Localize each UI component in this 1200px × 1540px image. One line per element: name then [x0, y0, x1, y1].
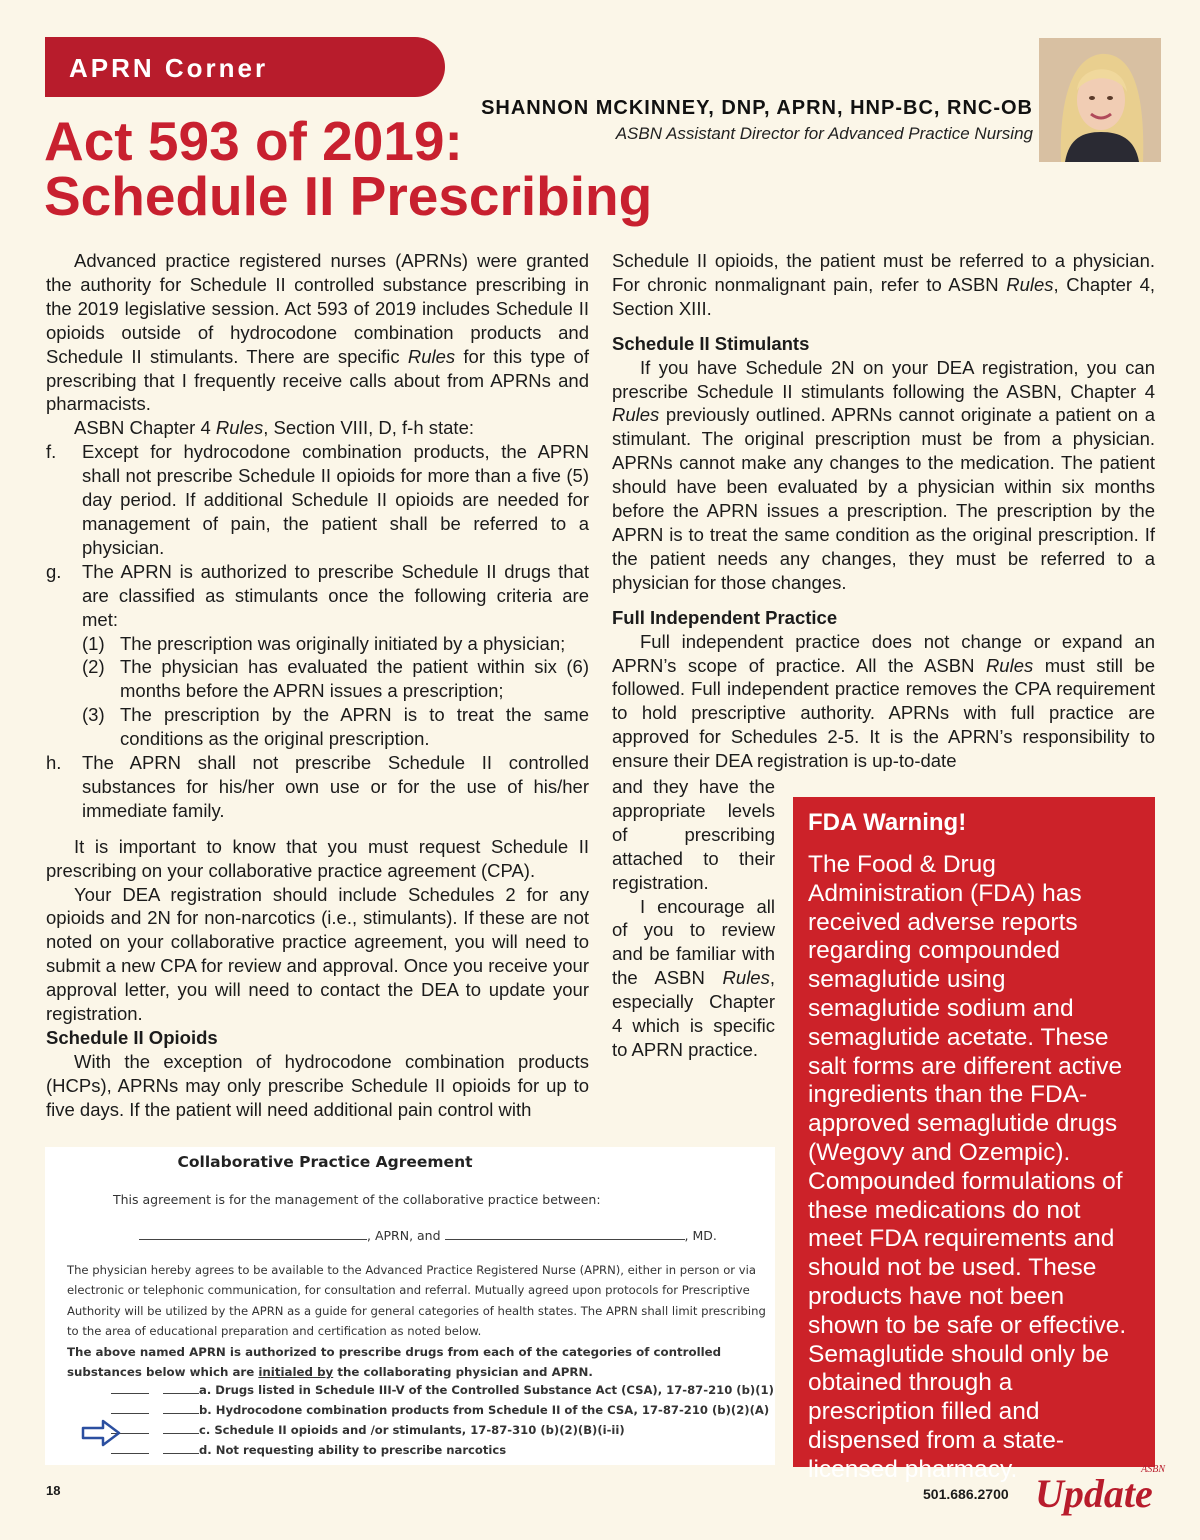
title-line-2: Schedule II Prescribing [44, 165, 653, 227]
list-marker: h. [46, 752, 62, 774]
fda-warning-body: The Food & Drug Administration (FDA) has received adverse reports regarding compounded semaglutide using semaglutide sodium and semaglutide acetate. These salt forms are different active ingredients than the FDA-approved semaglutide drugs (Wegovy and Ozempic). Compounded formulations of these medications do not meet FDA requirements and should not be used. These products have not been shown to be safe or effective. Semaglutide should only be obtained through a prescription filled and dispensed from a state-licensed pharmacy. [808, 851, 1127, 1483]
list-marker: f. [46, 441, 57, 463]
md-label: , MD. [684, 1228, 717, 1243]
article-title [44, 110, 653, 227]
asbn-update-logo [1035, 1464, 1165, 1516]
cpa-title: Collaborative Practice Agreement [177, 1153, 473, 1171]
paragraph: Schedule II opioids, the patient must be referred to a physician. For chronic nonmalignant pain, refer to ASBN Rules, Chapter 4, Section XIII. [612, 250, 1156, 319]
subheading-opioids: Schedule II Opioids [46, 1027, 218, 1048]
list-marker: (3) [82, 704, 105, 726]
cpa-option: b. Hydrocodone combination products from Schedule II of the CSA, 17-87-210 (b)(2)(A) [111, 1403, 769, 1417]
logo-main-text: Update [1035, 1471, 1153, 1516]
list-item-text: The APRN is authorized to prescribe Schedule II drugs that are classified as stimulants once the following criteria are met: [82, 560, 589, 630]
column-left [46, 249, 589, 1122]
aprn-label: , APRN, and [367, 1228, 441, 1243]
author-title: ASBN Assistant Director for Advanced Practice Nursing [615, 124, 1033, 143]
phone-number: 501.686.2700 [923, 1486, 1009, 1502]
paragraph: With the exception of hydrocodone combination products (HCPs), APRNs may only prescribe Schedule II opioids for up to five days. If the patient will need additional pain control with [46, 1050, 589, 1120]
subheading-full-practice: Full Independent Practice [612, 606, 838, 628]
paragraph: Your DEA registration should include Schedules 2 for any opioids and 2N for non-narcotics (i.e., stimulants). If these are not noted on your collaborative practice agreement, you will need to submit a new CPA for review and approval. Once you receive your approval letter, you will need to contact the DEA to update your registration. [46, 883, 589, 1025]
list-item-text: The prescription by the APRN is to treat the same conditions as the original prescription. [120, 704, 589, 750]
list-item-text: Except for hydrocodone combination products, the APRN shall not prescribe Schedule II opioids for more than a five (5) day period. If additional Schedule II opioids are needed for management of pain, the patient shall be referred to a physician. [82, 441, 589, 558]
author-name: SHANNON MCKINNEY, DNP, APRN, HNP-BC, RNC-OB [481, 97, 1033, 119]
page-number: 18 [46, 1483, 61, 1498]
md-name-blank [445, 1227, 685, 1240]
cpa-intro: This agreement is for the management of the collaborative practice between: [113, 1192, 601, 1207]
column-right [612, 249, 1155, 773]
sub-list-item [82, 655, 589, 703]
column-right-narrow [612, 775, 775, 1062]
author-portrait-image [1039, 38, 1161, 162]
list-marker: g. [46, 560, 62, 582]
list-item [46, 440, 589, 560]
arrow-right-icon [81, 1419, 121, 1447]
sub-list-item [82, 632, 589, 656]
cpa-option: c. Schedule II opioids and /or stimulants, 17-87-310 (b)(2)(B)(i-ii) [111, 1423, 625, 1437]
logo-small-text: ASBN [1141, 1464, 1165, 1475]
cpa-paragraph: The physician hereby agrees to be available to the Advanced Practice Registered Nurse (APRN), either in person or via electronic or telephonic communication, for consultation and referral. Mutually agreed upon protocols for Prescriptive Authority will be utilized by the APRN as a guide for general categories of health states. The APRN shall limit prescribing to the area of educational preparation and certification as noted below. [67, 1263, 766, 1338]
cpa-form-excerpt [45, 1147, 775, 1465]
list-marker: (1) [82, 632, 105, 654]
list-item [46, 560, 589, 632]
paragraph: and they have the appropriate levels of prescribing attached to their registration. [612, 776, 775, 893]
cpa-authorization: The above named APRN is authorized to prescribe drugs from each of the categories of controlled substances below which are initialed by the collaborating physician and APRN. [67, 1345, 722, 1380]
paragraph: Full independent practice does not change or expand an APRN’s scope of practice. All the ASBN Rules must still be followed. Full independent practice removes the CPA requirement to hold prescriptive authority. APRNs with full practice are approved for Schedules 2-5. It is the APRN’s responsibility to ensure their DEA registration is up-to-date [612, 630, 1155, 772]
paragraph: ASBN Chapter 4 Rules, Section VIII, D, f-h state: [74, 417, 474, 439]
paragraph: Advanced practice registered nurses (APRNs) were granted the authority for Schedule II controlled substance prescribing in the 2019 legislative session. Act 593 of 2019 includes Schedule II opioids outside of hydrocodone combination products and Schedule II stimulants. There are specific Rules for this type of prescribing that I frequently receive calls about from APRNs and pharmacists. [46, 250, 589, 415]
section-banner [45, 37, 445, 97]
list-item-text: The prescription was originally initiated by a physician; [120, 632, 566, 654]
fda-warning-heading: FDA Warning! [808, 809, 967, 836]
sub-list [82, 632, 589, 752]
paragraph: If you have Schedule 2N on your DEA registration, you can prescribe Schedule II stimulants following the ASBN, Chapter 4 Rules previously outlined. APRNs cannot originate a patient on a stimulant. The original prescription must be from a physician. APRNs cannot make any changes to the medication. The patient should have been evaluated by a physician within six months before the APRN issues a prescription. The prescription by the APRN is to treat the same condition as the original prescription. If the patient needs any changes, they must be referred to a physician for those changes. [612, 356, 1155, 593]
section-label: APRN Corner [69, 53, 269, 83]
subheading-stimulants: Schedule II Stimulants [612, 332, 810, 354]
list-item-text: The APRN shall not prescribe Schedule II controlled substances for his/her own use or for the use of his/her immediate family. [82, 752, 589, 821]
paragraph: It is important to know that you must request Schedule II prescribing on your collaborative practice agreement (CPA). [46, 835, 589, 881]
cpa-option: d. Not requesting ability to prescribe narcotics [111, 1443, 506, 1457]
paragraph: I encourage all of you to review and be familiar with the ASBN Rules, especially Chapter 4 which is specific to APRN practice. [612, 895, 775, 1060]
list-item-text: The physician has evaluated the patient within six (6) months before the APRN issues a prescription; [120, 656, 589, 702]
aprn-name-blank [139, 1227, 367, 1240]
list-item [46, 751, 589, 823]
title-line-1: Act 593 of 2019: [44, 110, 463, 172]
cpa-signature-line [139, 1227, 717, 1243]
list-marker: (2) [82, 656, 105, 678]
cpa-option: a. Drugs listed in Schedule III-V of the Controlled Substance Act (CSA), 17-87-210 (b)(1) [111, 1383, 774, 1397]
sub-list-item [82, 703, 589, 751]
author-photo [1039, 38, 1161, 162]
